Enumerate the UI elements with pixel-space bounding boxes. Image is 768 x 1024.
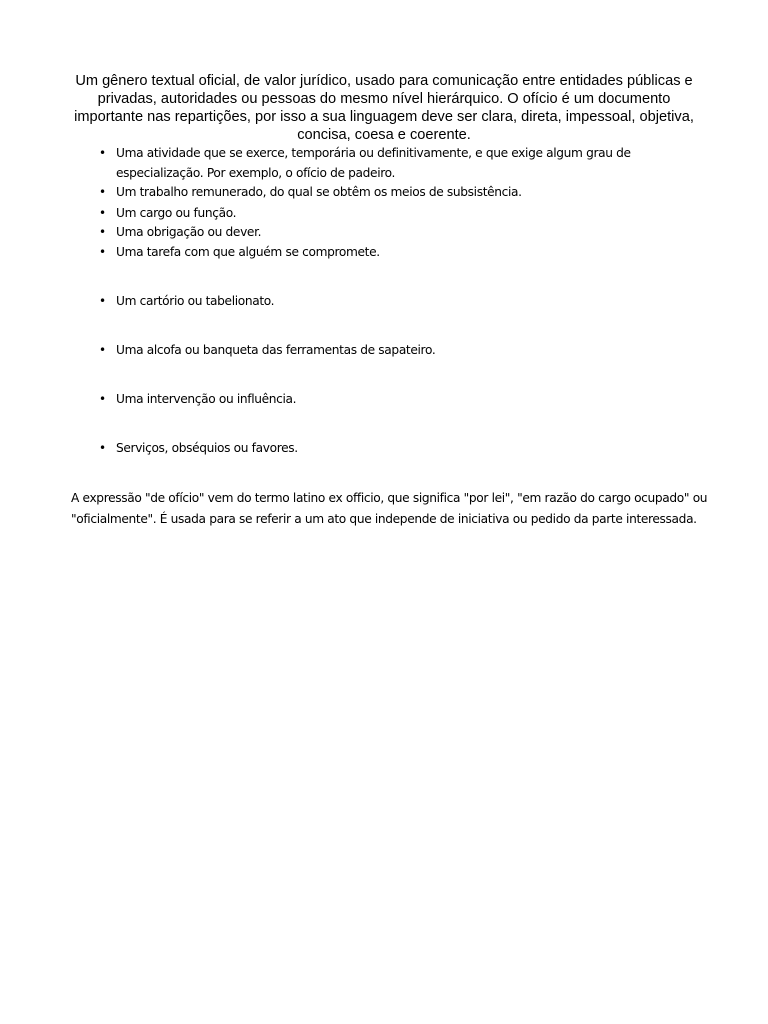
list-item-text: Serviços, obséquios ou favores. <box>116 441 298 455</box>
list-item <box>99 204 676 224</box>
list-item <box>99 223 676 243</box>
bullet-icon: • <box>99 441 106 455</box>
closing-paragraph: A expressão "de ofício" vem do termo latino ex officio, que significa "por lei", "em razão do cargo ocupado" ou "oficialmente". É usada para se referir a um ato que independe de iniciativa ou pedido da parte interessada. <box>71 491 708 526</box>
list-item-text: Um cartório ou tabelionato. <box>116 294 275 308</box>
bullet-icon: • <box>99 185 106 199</box>
bullet-icon: • <box>99 245 106 259</box>
bullet-icon: • <box>99 392 106 406</box>
list-item <box>99 243 676 263</box>
list-item-text: Um trabalho remunerado, do qual se obtêm os meios de subsistência. <box>116 185 522 199</box>
bullet-icon: • <box>99 206 106 220</box>
bullet-icon: • <box>99 146 106 160</box>
list-item <box>99 341 676 361</box>
list-item-text: Um cargo ou função. <box>116 206 237 220</box>
list-item-text: Uma intervenção ou influência. <box>116 392 297 406</box>
list-item-text: Uma alcofa ou banqueta das ferramentas de sapateiro. <box>116 343 436 357</box>
bullet-icon: • <box>99 294 106 308</box>
list-item <box>99 144 676 183</box>
intro-paragraph: Um gênero textual oficial, de valor jurídico, usado para comunicação entre entidades públicas e privadas, autoridades ou pessoas do mesmo nível hierárquico. O ofício é um documento importante nas repartições, por isso a sua linguagem deve ser clara, direta, impessoal, objetiva, concisa, coesa e coerente. <box>74 73 694 143</box>
list-item <box>99 439 676 459</box>
bullet-icon: • <box>99 343 106 357</box>
list-item-text: Uma tarefa com que alguém se compromete. <box>116 245 380 259</box>
list-item <box>99 183 676 203</box>
bullet-icon: • <box>99 225 106 239</box>
list-item <box>99 292 676 312</box>
list-item-text: Uma obrigação ou dever. <box>116 225 262 239</box>
list-item <box>99 390 676 410</box>
list-item-text: Uma atividade que se exerce, temporária ou definitivamente, e que exige algum grau de especialização. Por exemplo, o ofício de padeiro. <box>116 146 631 180</box>
